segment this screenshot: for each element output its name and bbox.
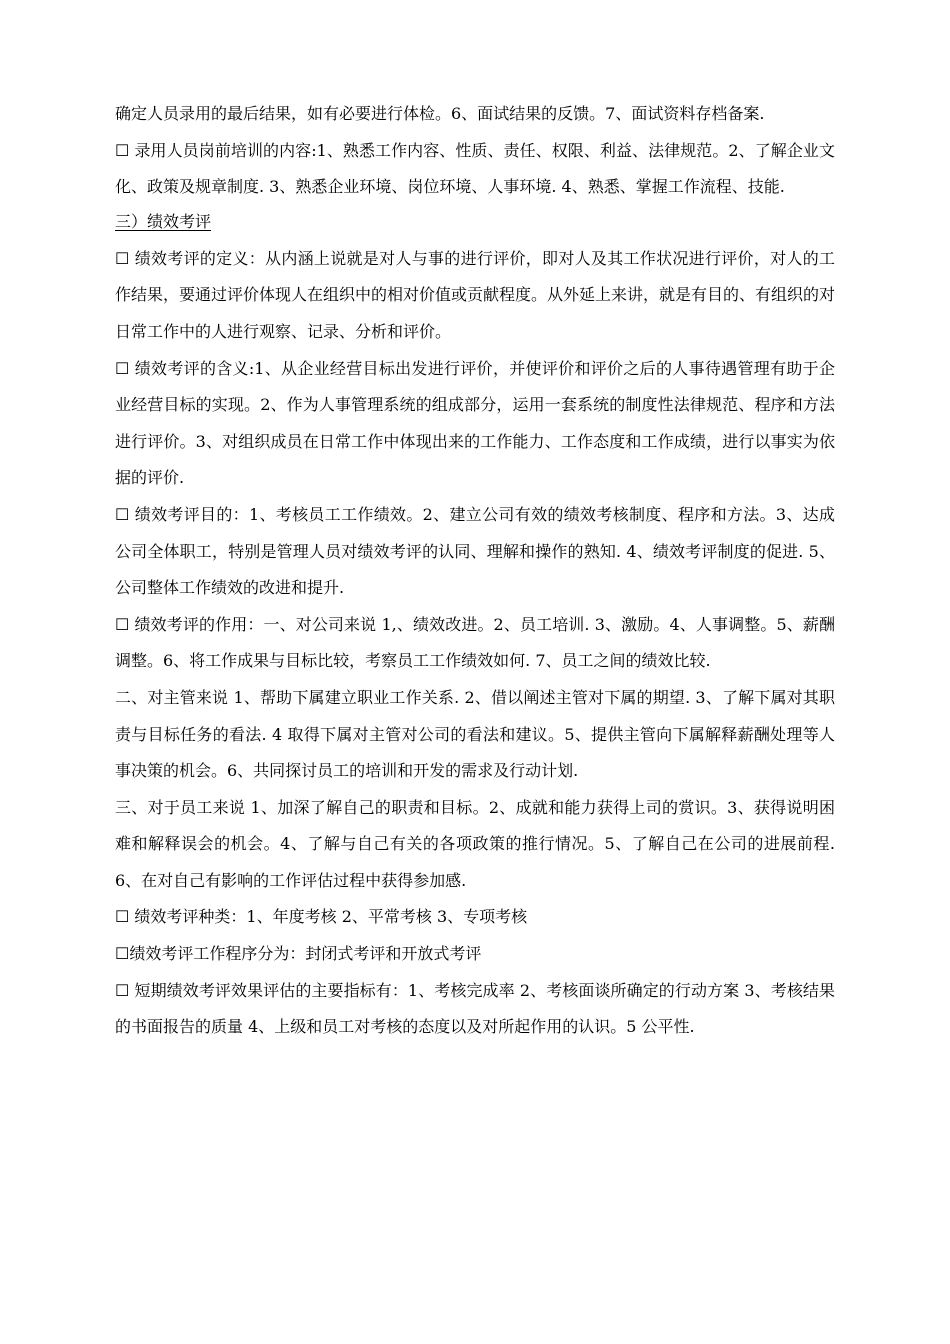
- section-heading-performance-appraisal: 三）绩效考评: [115, 211, 212, 231]
- paragraph-appraisal-meaning: ☐ 绩效考评的含义:1、从企业经营目标出发进行评价，并使评价和评价之后的人事待遇管理有助于企业经营目标的实现。2、作为人事管理系统的组成部分，运用一套系统的制度性法律规范、程序和方法进行评价。3、对组织成员在日常工作中体现出来的工作能力、工作态度和工作成绩，进行以事实为依据的评价.: [115, 358, 835, 488]
- paragraph-appraisal-role-employee: 三、对于员工来说 1、加深了解自己的职责和目标。2、成就和能力获得上司的赏识。3、获得说明困难和解释误会的机会。4、了解与自己有关的各项政策的推行情况。5、了解自己在公司的进展前程. 6、在对自己有影响的工作评估过程中获得参加感.: [115, 797, 835, 890]
- paragraph-recruitment-result: 确定人员录用的最后结果，如有必要进行体检。6、面试结果的反馈。7、面试资料存档备案.: [115, 104, 765, 123]
- paragraph-appraisal-purpose: ☐ 绩效考评目的：1、考核员工工作绩效。2、建立公司有效的绩效考核制度、程序和方法。3、达成公司全体职工，特别是管理人员对绩效考评的认同、理解和操作的熟知. 4、绩效考评制度的促进. 5、公司整体工作绩效的改进和提升.: [115, 504, 835, 598]
- document-page: [115, 96, 835, 1046]
- paragraph-appraisal-types: ☐ 绩效考评种类：1、年度考核 2、平常考核 3、专项考核: [115, 907, 528, 927]
- paragraph-appraisal-definition: ☐ 绩效考评的定义：从内涵上说就是对人与事的进行评价，即对人及其工作状况进行评价，对人的工作结果，要通过评价体现人在组织中的相对价值或贡献程度。从外延上来讲，就是有目的、有组织的对日常工作中的人进行观察、记录、分析和评价。: [115, 248, 836, 341]
- paragraph-appraisal-indicators: ☐ 短期绩效考评效果评估的主要指标有：1、考核完成率 2、考核面谈所确定的行动方案 3、考核结果的书面报告的质量 4、上级和员工对考核的态度以及对所起作用的认识。5 公平性.: [115, 980, 835, 1037]
- paragraph-pre-job-training: ☐ 录用人员岗前培训的内容:1、熟悉工作内容、性质、责任、权限、利益、法律规范。2、了解企业文化、政策及规章制度. 3、熟悉企业环境、岗位环境、人事环境. 4、熟悉、掌握工作流程、技能.: [115, 140, 835, 197]
- paragraph-appraisal-procedure: ☐绩效考评工作程序分为：封闭式考评和开放式考评: [115, 944, 482, 964]
- paragraph-appraisal-role-company: ☐ 绩效考评的作用：一、对公司来说 1,、绩效改进。2、员工培训. 3、激励。4、人事调整。5、薪酬调整。6、将工作成果与目标比较，考察员工工作绩效如何. 7、员工之间的绩效比较.: [115, 614, 835, 671]
- paragraph-appraisal-role-supervisor: 二、对主管来说 1、帮助下属建立职业工作关系. 2、借以阐述主管对下属的期望. 3、了解下属对其职责与目标任务的看法. 4 取得下属对主管对公司的看法和建议。5、提供主管向下属解释薪酬处理等人事决策的机会。6、共同探讨员工的培训和开发的需求及行动计划.: [115, 687, 835, 781]
